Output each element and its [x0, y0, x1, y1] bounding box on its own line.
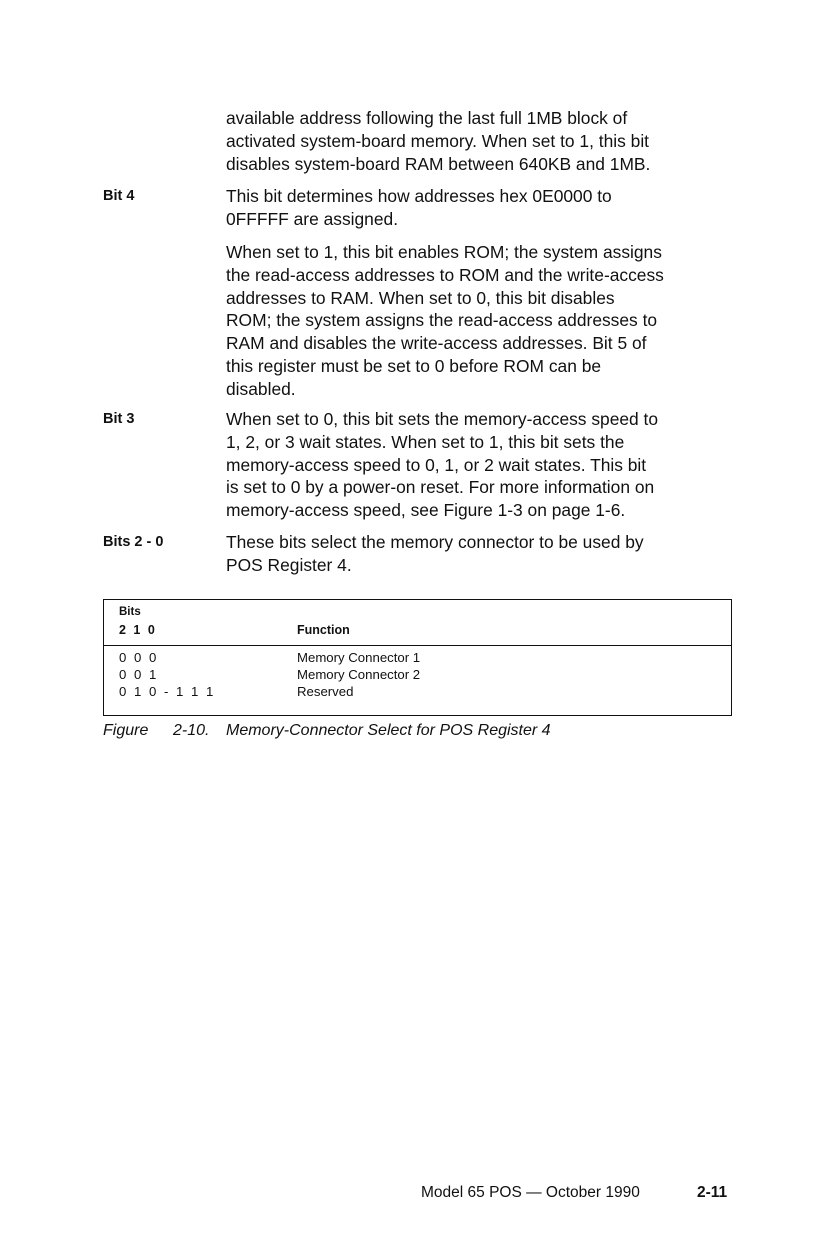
bit4-line: ROM; the system assigns the read-access addresses to [226, 310, 658, 331]
bits20-paragraph [226, 531, 746, 577]
bits20-line: POS Register 4. [226, 554, 352, 575]
bit3-line: 1, 2, or 3 wait states. When set to 1, this bit sets the [226, 431, 625, 452]
figure-prefix: Figure [103, 722, 149, 739]
intro-line: available address following the last full 1MB block of [226, 108, 628, 128]
bit3-paragraph [226, 408, 746, 522]
intro-paragraph [226, 107, 746, 175]
bit4-line: This bit determines how addresses hex 0E0000 to [226, 186, 612, 206]
figure-number: 2-10. [173, 722, 210, 739]
bit3-label: Bit 3 [103, 411, 135, 427]
page-number: 2-11 [697, 1184, 728, 1201]
figure-title: Memory-Connector Select for POS Register 4 [226, 722, 551, 739]
bit4-paragraph-2 [226, 241, 746, 401]
table-cell-bits: 0 0 1 [119, 667, 159, 682]
bit3-line: When set to 0, this bit sets the memory-access speed to [226, 409, 659, 429]
table-cell-function: Memory Connector 1 [297, 650, 421, 665]
table-header-bits: Bits [119, 606, 141, 618]
table-cell-bits: 0 0 0 [119, 650, 159, 665]
bit4-line: When set to 1, this bit enables ROM; the system assigns [226, 242, 662, 262]
bit3-line: memory-access speed, see Figure 1-3 on page 1-6. [226, 500, 626, 521]
bit4-line: this register must be set to 0 before ROM can be [226, 355, 602, 376]
figure-caption [103, 722, 551, 740]
intro-line: disables system-board RAM between 640KB and 1MB. [226, 153, 651, 174]
table-cell-function: Memory Connector 2 [297, 667, 421, 682]
bit4-line: disabled. [226, 378, 296, 399]
bits20-line: These bits select the memory connector to be used by [226, 532, 644, 552]
bit4-line: RAM and disables the write-access addresses. Bit 5 of [226, 333, 647, 354]
intro-line: activated system-board memory. When set to 1, this bit [226, 130, 650, 151]
bits20-label: Bits 2 - 0 [103, 534, 164, 550]
memory-connector-table [103, 599, 732, 716]
table-cell-bits: 0 1 0 - 1 1 1 [119, 684, 216, 699]
bit4-label: Bit 4 [103, 188, 135, 204]
bit4-paragraph-1 [226, 185, 746, 231]
bit4-line: the read-access addresses to ROM and the write-access [226, 264, 664, 285]
bit3-line: memory-access speed to 0, 1, or 2 wait states. This bit [226, 454, 647, 475]
bit3-line: is set to 0 by a power-on reset. For more information on [226, 477, 655, 498]
table-header-function: Function [297, 623, 350, 637]
table-cell-function: Reserved [297, 684, 354, 699]
table-header-rule [104, 645, 731, 646]
bit4-line: addresses to RAM. When set to 0, this bit disables [226, 287, 615, 308]
page-footer-text: Model 65 POS — October 1990 [421, 1184, 640, 1201]
table-header-bits-order: 2 1 0 [119, 623, 157, 637]
bit4-line: 0FFFFF are assigned. [226, 208, 399, 229]
